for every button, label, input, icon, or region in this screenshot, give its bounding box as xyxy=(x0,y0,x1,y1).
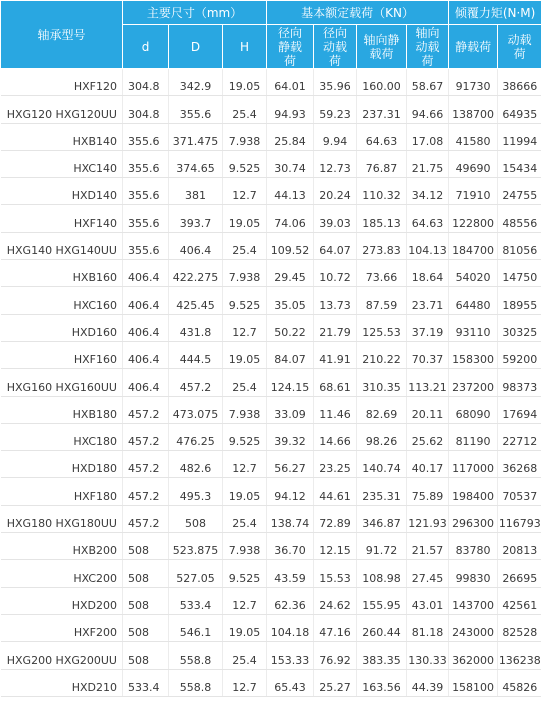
cell-outer-D: 546.1 xyxy=(169,614,223,641)
cell-axial-static: 64.63 xyxy=(357,123,407,150)
cell-radial-dynamic: 64.07 xyxy=(314,232,357,259)
cell-static-moment: 158300 xyxy=(449,341,498,368)
table-header xyxy=(1,1,541,69)
table-row xyxy=(1,669,541,696)
cell-radial-dynamic: 13.73 xyxy=(314,287,357,314)
cell-dynamic-moment: 15434 xyxy=(498,150,541,177)
cell-outer-D: 558.8 xyxy=(169,642,223,669)
cell-height-H: 19.05 xyxy=(223,69,267,96)
cell-radial-static: 39.32 xyxy=(267,423,314,450)
cell-dynamic-moment: 82528 xyxy=(498,614,541,641)
cell-radial-static: 153.33 xyxy=(267,642,314,669)
header-static-moment: 静载荷 xyxy=(449,25,498,69)
cell-outer-D: 476.25 xyxy=(169,423,223,450)
header-axial-dynamic: 轴向动载荷 xyxy=(407,25,449,69)
cell-axial-dynamic: 20.11 xyxy=(407,396,449,423)
cell-dynamic-moment: 59200 xyxy=(498,341,541,368)
cell-axial-dynamic: 37.19 xyxy=(407,314,449,341)
cell-static-moment: 54020 xyxy=(449,260,498,287)
cell-dynamic-moment: 136238 xyxy=(498,642,541,669)
table-row xyxy=(1,287,541,314)
table-row xyxy=(1,614,541,641)
cell-outer-D: 533.4 xyxy=(169,587,223,614)
cell-axial-dynamic: 121.93 xyxy=(407,505,449,532)
header-main-dimensions: 主要尺寸（mm） xyxy=(123,1,267,25)
cell-axial-static: 87.59 xyxy=(357,287,407,314)
cell-radial-dynamic: 68.61 xyxy=(314,369,357,396)
cell-axial-dynamic: 130.33 xyxy=(407,642,449,669)
cell-d: 355.6 xyxy=(123,232,169,259)
cell-model: HXF200 xyxy=(1,614,123,641)
table-row xyxy=(1,150,541,177)
cell-outer-D: 355.6 xyxy=(169,96,223,123)
cell-radial-dynamic: 21.79 xyxy=(314,314,357,341)
cell-axial-static: 210.22 xyxy=(357,341,407,368)
cell-radial-dynamic: 76.92 xyxy=(314,642,357,669)
cell-height-H: 19.05 xyxy=(223,614,267,641)
cell-outer-D: 482.6 xyxy=(169,451,223,478)
header-dynamic-moment: 动载荷 xyxy=(498,25,541,69)
cell-radial-static: 56.27 xyxy=(267,451,314,478)
cell-axial-dynamic: 70.37 xyxy=(407,341,449,368)
cell-static-moment: 91730 xyxy=(449,69,498,96)
cell-axial-dynamic: 94.66 xyxy=(407,96,449,123)
cell-d: 355.6 xyxy=(123,205,169,232)
cell-static-moment: 198400 xyxy=(449,478,498,505)
cell-d: 508 xyxy=(123,614,169,641)
cell-axial-dynamic: 25.62 xyxy=(407,423,449,450)
cell-d: 508 xyxy=(123,533,169,560)
cell-outer-D: 508 xyxy=(169,505,223,532)
cell-radial-static: 30.74 xyxy=(267,150,314,177)
cell-static-moment: 99830 xyxy=(449,560,498,587)
cell-outer-D: 558.8 xyxy=(169,669,223,696)
cell-dynamic-moment: 14750 xyxy=(498,260,541,287)
cell-radial-dynamic: 24.62 xyxy=(314,587,357,614)
table-row xyxy=(1,396,541,423)
cell-dynamic-moment: 42561 xyxy=(498,587,541,614)
cell-radial-static: 94.93 xyxy=(267,96,314,123)
cell-height-H: 25.4 xyxy=(223,96,267,123)
cell-d: 457.2 xyxy=(123,478,169,505)
cell-radial-static: 94.12 xyxy=(267,478,314,505)
header-axial-static: 轴向静载荷 xyxy=(357,25,407,69)
cell-dynamic-moment: 38666 xyxy=(498,69,541,96)
cell-dynamic-moment: 81056 xyxy=(498,232,541,259)
cell-dynamic-moment: 48556 xyxy=(498,205,541,232)
cell-d: 508 xyxy=(123,587,169,614)
cell-axial-dynamic: 64.63 xyxy=(407,205,449,232)
cell-height-H: 25.4 xyxy=(223,232,267,259)
cell-model: HXG140 HXG140UU xyxy=(1,232,123,259)
cell-height-H: 7.938 xyxy=(223,123,267,150)
header-D: D xyxy=(169,25,223,69)
cell-axial-static: 82.69 xyxy=(357,396,407,423)
cell-model: HXG180 HXG180UU xyxy=(1,505,123,532)
cell-d: 457.2 xyxy=(123,451,169,478)
cell-dynamic-moment: 18955 xyxy=(498,287,541,314)
cell-outer-D: 527.05 xyxy=(169,560,223,587)
cell-radial-dynamic: 12.15 xyxy=(314,533,357,560)
cell-axial-static: 108.98 xyxy=(357,560,407,587)
cell-axial-static: 155.95 xyxy=(357,587,407,614)
cell-axial-dynamic: 75.89 xyxy=(407,478,449,505)
cell-static-moment: 138700 xyxy=(449,96,498,123)
cell-d: 355.6 xyxy=(123,178,169,205)
cell-axial-static: 273.83 xyxy=(357,232,407,259)
cell-model: HXD210 xyxy=(1,669,123,696)
cell-radial-static: 138.74 xyxy=(267,505,314,532)
cell-outer-D: 425.45 xyxy=(169,287,223,314)
cell-static-moment: 362000 xyxy=(449,642,498,669)
cell-static-moment: 158100 xyxy=(449,669,498,696)
cell-model: HXD200 xyxy=(1,587,123,614)
cell-height-H: 12.7 xyxy=(223,669,267,696)
cell-axial-static: 260.44 xyxy=(357,614,407,641)
cell-radial-static: 62.36 xyxy=(267,587,314,614)
cell-dynamic-moment: 11994 xyxy=(498,123,541,150)
cell-radial-static: 109.52 xyxy=(267,232,314,259)
cell-height-H: 7.938 xyxy=(223,396,267,423)
cell-static-moment: 49690 xyxy=(449,150,498,177)
table-row xyxy=(1,478,541,505)
cell-d: 457.2 xyxy=(123,423,169,450)
cell-d: 406.4 xyxy=(123,314,169,341)
cell-dynamic-moment: 22712 xyxy=(498,423,541,450)
cell-radial-dynamic: 59.23 xyxy=(314,96,357,123)
cell-dynamic-moment: 24755 xyxy=(498,178,541,205)
cell-axial-dynamic: 17.08 xyxy=(407,123,449,150)
header-H: H xyxy=(223,25,267,69)
cell-dynamic-moment: 98373 xyxy=(498,369,541,396)
cell-model: HXF140 xyxy=(1,205,123,232)
cell-axial-dynamic: 113.21 xyxy=(407,369,449,396)
cell-static-moment: 71910 xyxy=(449,178,498,205)
cell-dynamic-moment: 70537 xyxy=(498,478,541,505)
cell-height-H: 9.525 xyxy=(223,560,267,587)
cell-radial-static: 104.18 xyxy=(267,614,314,641)
cell-dynamic-moment: 17694 xyxy=(498,396,541,423)
cell-radial-static: 29.45 xyxy=(267,260,314,287)
cell-d: 533.4 xyxy=(123,669,169,696)
cell-radial-static: 25.84 xyxy=(267,123,314,150)
cell-height-H: 12.7 xyxy=(223,178,267,205)
cell-height-H: 19.05 xyxy=(223,205,267,232)
cell-radial-static: 74.06 xyxy=(267,205,314,232)
header-tilt-moment: 倾覆力矩(N·M) xyxy=(449,1,541,25)
cell-axial-dynamic: 27.45 xyxy=(407,560,449,587)
cell-axial-static: 73.66 xyxy=(357,260,407,287)
cell-outer-D: 431.8 xyxy=(169,314,223,341)
cell-radial-static: 44.13 xyxy=(267,178,314,205)
table-row xyxy=(1,341,541,368)
cell-model: HXG120 HXG120UU xyxy=(1,96,123,123)
cell-static-moment: 81190 xyxy=(449,423,498,450)
cell-radial-dynamic: 47.16 xyxy=(314,614,357,641)
cell-model: HXD160 xyxy=(1,314,123,341)
table-row xyxy=(1,587,541,614)
cell-radial-dynamic: 72.89 xyxy=(314,505,357,532)
cell-axial-static: 235.31 xyxy=(357,478,407,505)
header-model: 轴承型号 xyxy=(1,1,123,69)
cell-axial-dynamic: 43.01 xyxy=(407,587,449,614)
cell-height-H: 12.7 xyxy=(223,587,267,614)
cell-radial-dynamic: 25.27 xyxy=(314,669,357,696)
table-row xyxy=(1,505,541,532)
cell-axial-static: 383.35 xyxy=(357,642,407,669)
cell-axial-dynamic: 23.71 xyxy=(407,287,449,314)
cell-d: 406.4 xyxy=(123,369,169,396)
cell-radial-dynamic: 9.94 xyxy=(314,123,357,150)
cell-model: HXC160 xyxy=(1,287,123,314)
cell-height-H: 25.4 xyxy=(223,505,267,532)
header-radial-dynamic: 径向动载荷 xyxy=(314,25,357,69)
cell-outer-D: 422.275 xyxy=(169,260,223,287)
cell-dynamic-moment: 26695 xyxy=(498,560,541,587)
table-row xyxy=(1,642,541,669)
cell-outer-D: 371.475 xyxy=(169,123,223,150)
cell-radial-static: 36.70 xyxy=(267,533,314,560)
cell-radial-static: 43.59 xyxy=(267,560,314,587)
cell-d: 304.8 xyxy=(123,96,169,123)
table-row xyxy=(1,369,541,396)
table-row xyxy=(1,451,541,478)
cell-outer-D: 381 xyxy=(169,178,223,205)
cell-height-H: 9.525 xyxy=(223,150,267,177)
cell-axial-static: 185.13 xyxy=(357,205,407,232)
cell-axial-static: 346.87 xyxy=(357,505,407,532)
cell-model: HXC140 xyxy=(1,150,123,177)
cell-radial-dynamic: 41.91 xyxy=(314,341,357,368)
cell-model: HXB200 xyxy=(1,533,123,560)
cell-axial-dynamic: 40.17 xyxy=(407,451,449,478)
cell-d: 508 xyxy=(123,642,169,669)
cell-radial-static: 84.07 xyxy=(267,341,314,368)
table-body xyxy=(1,69,541,697)
cell-static-moment: 41580 xyxy=(449,123,498,150)
cell-axial-dynamic: 34.12 xyxy=(407,178,449,205)
cell-model: HXD140 xyxy=(1,178,123,205)
cell-radial-static: 65.43 xyxy=(267,669,314,696)
cell-dynamic-moment: 64935 xyxy=(498,96,541,123)
cell-outer-D: 342.9 xyxy=(169,69,223,96)
cell-model: HXF120 xyxy=(1,69,123,96)
cell-height-H: 12.7 xyxy=(223,451,267,478)
cell-dynamic-moment: 116793 xyxy=(498,505,541,532)
table-row xyxy=(1,123,541,150)
cell-d: 406.4 xyxy=(123,341,169,368)
cell-axial-static: 163.56 xyxy=(357,669,407,696)
cell-radial-static: 35.05 xyxy=(267,287,314,314)
cell-axial-static: 310.35 xyxy=(357,369,407,396)
cell-model: HXB140 xyxy=(1,123,123,150)
cell-axial-dynamic: 21.75 xyxy=(407,150,449,177)
cell-model: HXG200 HXG200UU xyxy=(1,642,123,669)
cell-height-H: 9.525 xyxy=(223,287,267,314)
cell-d: 406.4 xyxy=(123,260,169,287)
cell-outer-D: 374.65 xyxy=(169,150,223,177)
table-row xyxy=(1,260,541,287)
cell-dynamic-moment: 45826 xyxy=(498,669,541,696)
cell-static-moment: 93110 xyxy=(449,314,498,341)
cell-height-H: 12.7 xyxy=(223,314,267,341)
cell-model: HXB160 xyxy=(1,260,123,287)
cell-model: HXF180 xyxy=(1,478,123,505)
cell-d: 457.2 xyxy=(123,505,169,532)
table-row xyxy=(1,423,541,450)
cell-d: 304.8 xyxy=(123,69,169,96)
cell-d: 355.6 xyxy=(123,150,169,177)
cell-height-H: 7.938 xyxy=(223,533,267,560)
cell-axial-static: 91.72 xyxy=(357,533,407,560)
cell-axial-dynamic: 58.67 xyxy=(407,69,449,96)
header-rated-load: 基本额定载荷（KN） xyxy=(267,1,449,25)
cell-static-moment: 296300 xyxy=(449,505,498,532)
cell-axial-static: 110.32 xyxy=(357,178,407,205)
cell-dynamic-moment: 36268 xyxy=(498,451,541,478)
cell-d: 457.2 xyxy=(123,396,169,423)
table-row xyxy=(1,96,541,123)
cell-radial-static: 50.22 xyxy=(267,314,314,341)
cell-static-moment: 237200 xyxy=(449,369,498,396)
cell-axial-dynamic: 44.39 xyxy=(407,669,449,696)
cell-axial-static: 237.31 xyxy=(357,96,407,123)
cell-axial-dynamic: 21.57 xyxy=(407,533,449,560)
header-radial-static: 径向静载荷 xyxy=(267,25,314,69)
cell-outer-D: 457.2 xyxy=(169,369,223,396)
cell-height-H: 9.525 xyxy=(223,423,267,450)
cell-d: 508 xyxy=(123,560,169,587)
cell-axial-dynamic: 104.13 xyxy=(407,232,449,259)
cell-radial-dynamic: 15.53 xyxy=(314,560,357,587)
cell-static-moment: 117000 xyxy=(449,451,498,478)
cell-d: 355.6 xyxy=(123,123,169,150)
cell-dynamic-moment: 20813 xyxy=(498,533,541,560)
cell-static-moment: 184700 xyxy=(449,232,498,259)
table-row xyxy=(1,178,541,205)
cell-height-H: 19.05 xyxy=(223,341,267,368)
cell-height-H: 7.938 xyxy=(223,260,267,287)
cell-radial-dynamic: 14.66 xyxy=(314,423,357,450)
cell-axial-dynamic: 81.18 xyxy=(407,614,449,641)
cell-radial-dynamic: 39.03 xyxy=(314,205,357,232)
cell-static-moment: 122800 xyxy=(449,205,498,232)
cell-radial-dynamic: 10.72 xyxy=(314,260,357,287)
cell-axial-dynamic: 18.64 xyxy=(407,260,449,287)
cell-model: HXG160 HXG160UU xyxy=(1,369,123,396)
cell-outer-D: 444.5 xyxy=(169,341,223,368)
table-row xyxy=(1,69,541,96)
cell-radial-dynamic: 12.73 xyxy=(314,150,357,177)
cell-height-H: 25.4 xyxy=(223,642,267,669)
cell-height-H: 25.4 xyxy=(223,369,267,396)
cell-radial-dynamic: 23.25 xyxy=(314,451,357,478)
cell-axial-static: 125.53 xyxy=(357,314,407,341)
cell-static-moment: 64480 xyxy=(449,287,498,314)
cell-model: HXD180 xyxy=(1,451,123,478)
cell-model: HXC200 xyxy=(1,560,123,587)
cell-height-H: 19.05 xyxy=(223,478,267,505)
cell-static-moment: 68090 xyxy=(449,396,498,423)
cell-axial-static: 160.00 xyxy=(357,69,407,96)
header-d: d xyxy=(123,25,169,69)
cell-static-moment: 243000 xyxy=(449,614,498,641)
cell-outer-D: 473.075 xyxy=(169,396,223,423)
cell-axial-static: 140.74 xyxy=(357,451,407,478)
cell-model: HXC180 xyxy=(1,423,123,450)
cell-radial-dynamic: 11.46 xyxy=(314,396,357,423)
cell-dynamic-moment: 30325 xyxy=(498,314,541,341)
cell-radial-dynamic: 20.24 xyxy=(314,178,357,205)
cell-outer-D: 393.7 xyxy=(169,205,223,232)
cell-axial-static: 98.26 xyxy=(357,423,407,450)
table-row xyxy=(1,232,541,259)
table-row xyxy=(1,314,541,341)
cell-axial-static: 76.87 xyxy=(357,150,407,177)
cell-d: 406.4 xyxy=(123,287,169,314)
cell-radial-static: 124.15 xyxy=(267,369,314,396)
cell-radial-dynamic: 44.61 xyxy=(314,478,357,505)
cell-model: HXF160 xyxy=(1,341,123,368)
cell-outer-D: 495.3 xyxy=(169,478,223,505)
table-row xyxy=(1,560,541,587)
cell-radial-static: 33.09 xyxy=(267,396,314,423)
cell-static-moment: 83780 xyxy=(449,533,498,560)
cell-outer-D: 523.875 xyxy=(169,533,223,560)
cell-model: HXB180 xyxy=(1,396,123,423)
table-row xyxy=(1,205,541,232)
cell-static-moment: 143700 xyxy=(449,587,498,614)
table-row xyxy=(1,533,541,560)
cell-outer-D: 406.4 xyxy=(169,232,223,259)
cell-radial-static: 64.01 xyxy=(267,69,314,96)
cell-radial-dynamic: 35.96 xyxy=(314,69,357,96)
